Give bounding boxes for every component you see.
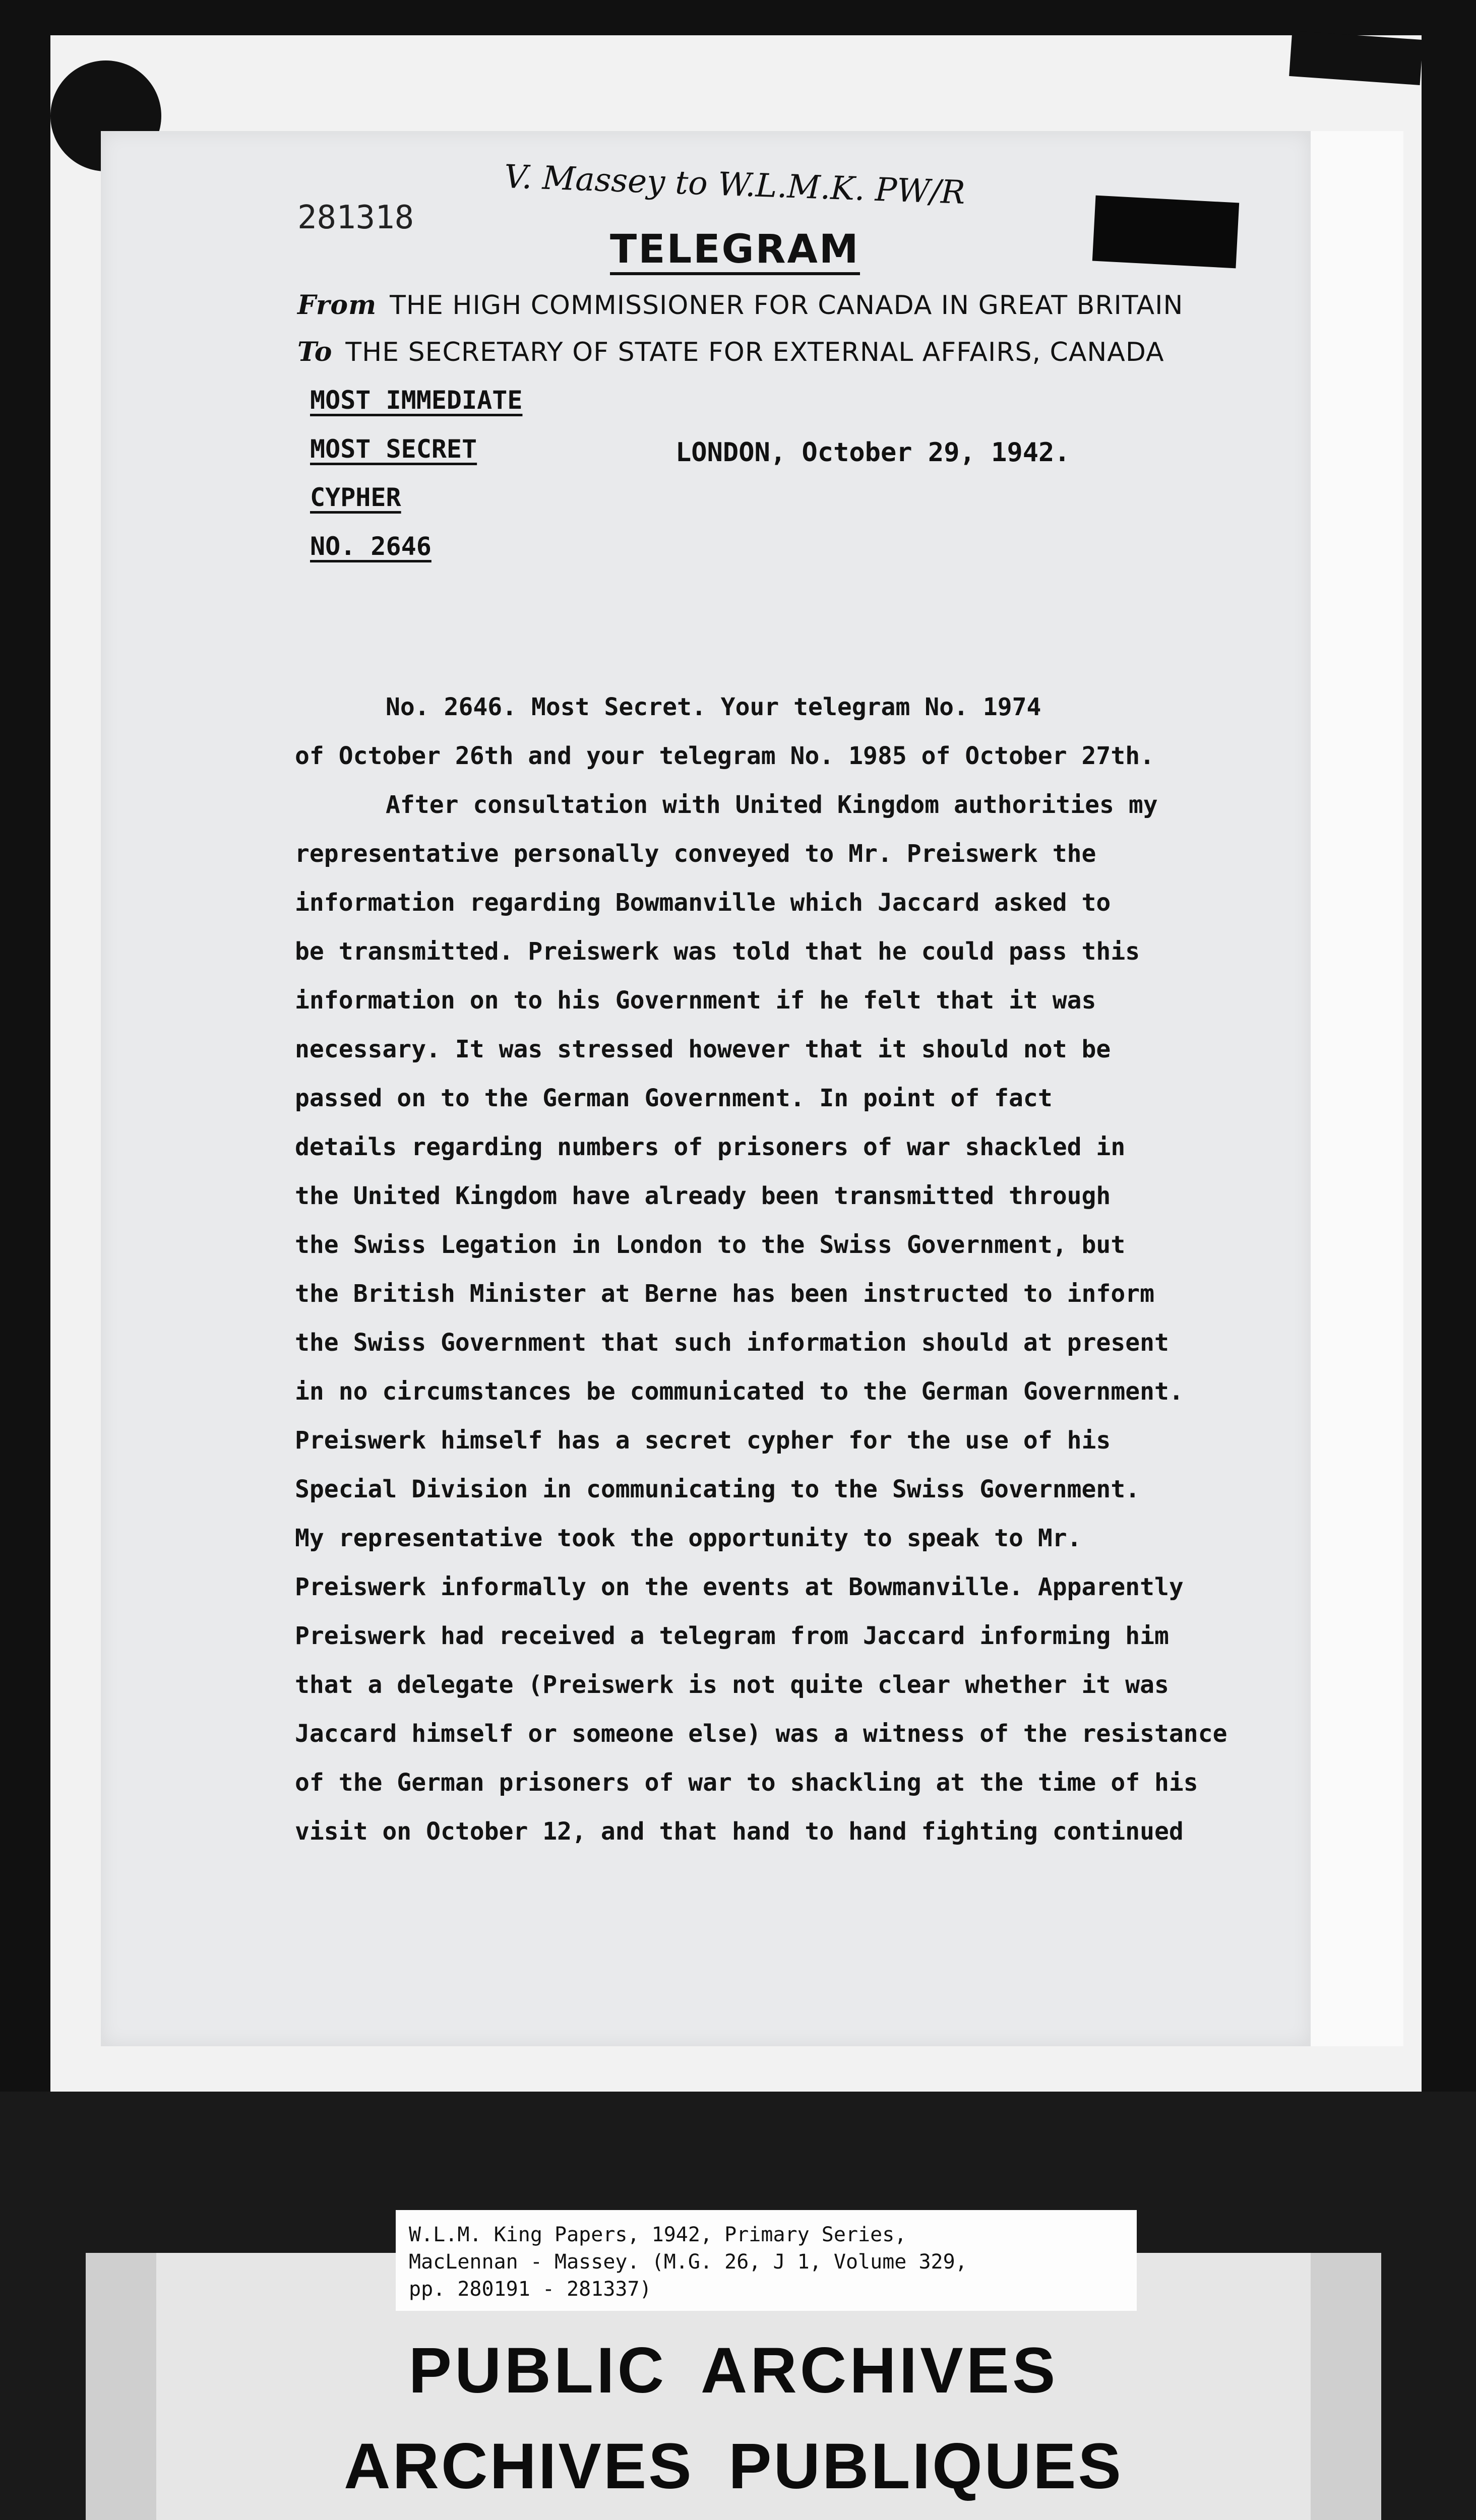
telegram-body (295, 683, 1253, 1856)
handwritten-note: V. Massey to W.L.M.K. PW/R (503, 158, 966, 212)
archive-label-line: MacLennan - Massey. (M.G. 26, J 1, Volume 329, (409, 2250, 967, 2274)
tape-piece (1289, 31, 1423, 85)
archive-card-title-fr: ARCHIVES PUBLIQUES (344, 2430, 1123, 2502)
archive-card-title-en: PUBLIC ARCHIVES (408, 2335, 1059, 2407)
from-label: From (297, 290, 377, 321)
body-line: the British Minister at Berne has been instructed to inform (295, 1280, 1155, 1308)
body-line: information regarding Bowmanville which Jaccard asked to (295, 889, 1111, 917)
classification-secrecy: MOST SECRET (310, 434, 477, 464)
body-line: Preiswerk himself has a secret cypher for the use of his (295, 1426, 1111, 1455)
body-line: the United Kingdom have already been transmitted through (295, 1182, 1111, 1210)
paper-edge (1301, 131, 1403, 2046)
body-line: that a delegate (Preiswerk is not quite clear whether it was (295, 1671, 1169, 1699)
body-line: No. 2646. Most Secret. Your telegram No. 1974 (386, 693, 1041, 721)
archive-label-line: W.L.M. King Papers, 1942, Primary Series, (409, 2223, 907, 2246)
body-line: details regarding numbers of prisoners of war shackled in (295, 1133, 1126, 1161)
archive-label-line: pp. 280191 - 281337) (409, 2278, 652, 2301)
to-text: THE SECRETARY OF STATE FOR EXTERNAL AFFAIRS, CANADA (345, 337, 1164, 367)
body-line: visit on October 12, and that hand to hand fighting continued (295, 1817, 1184, 1846)
body-line: be transmitted. Preiswerk was told that he could pass this (295, 937, 1140, 966)
body-line: in no circumstances be communicated to the German Government. (295, 1377, 1184, 1406)
from-text: THE HIGH COMMISSIONER FOR CANADA IN GREAT BRITAIN (390, 290, 1184, 321)
body-line: of October 26th and your telegram No. 1985 of October 27th. (295, 742, 1155, 770)
from-line (297, 290, 1183, 321)
classification-cypher: CYPHER (310, 483, 401, 512)
archive-label (396, 2210, 1137, 2311)
body-line: My representative took the opportunity to speak to Mr. (295, 1524, 1082, 1552)
body-line: After consultation with United Kingdom authorities my (386, 791, 1158, 819)
body-line: the Swiss Legation in London to the Swiss Government, but (295, 1231, 1126, 1259)
to-line (297, 337, 1164, 367)
reference-number: 281318 (297, 199, 414, 236)
classification-priority: MOST IMMEDIATE (310, 386, 523, 415)
body-line: of the German prisoners of war to shackling at the time of his (295, 1769, 1198, 1797)
to-label: To (297, 337, 333, 367)
body-line: Jaccard himself or someone else) was a witness of the resistance (295, 1720, 1227, 1748)
body-line: information on to his Government if he felt that it was (295, 986, 1096, 1015)
classification-number: NO. 2646 (310, 532, 432, 561)
dateline: LONDON, October 29, 1942. (675, 437, 1070, 468)
body-line: Special Division in communicating to the Swiss Government. (295, 1475, 1140, 1503)
body-line: necessary. It was stressed however that it should not be (295, 1035, 1111, 1063)
body-line: representative personally conveyed to Mr. Preiswerk the (295, 840, 1096, 868)
telegram-title: TELEGRAM (610, 227, 860, 275)
body-line: Preiswerk informally on the events at Bowmanville. Apparently (295, 1573, 1184, 1601)
body-line: the Swiss Government that such information should at present (295, 1329, 1169, 1357)
body-line: Preiswerk had received a telegram from Jaccard informing him (295, 1622, 1169, 1650)
redaction-mark (1092, 196, 1239, 269)
body-line: passed on to the German Government. In point of fact (295, 1084, 1053, 1112)
